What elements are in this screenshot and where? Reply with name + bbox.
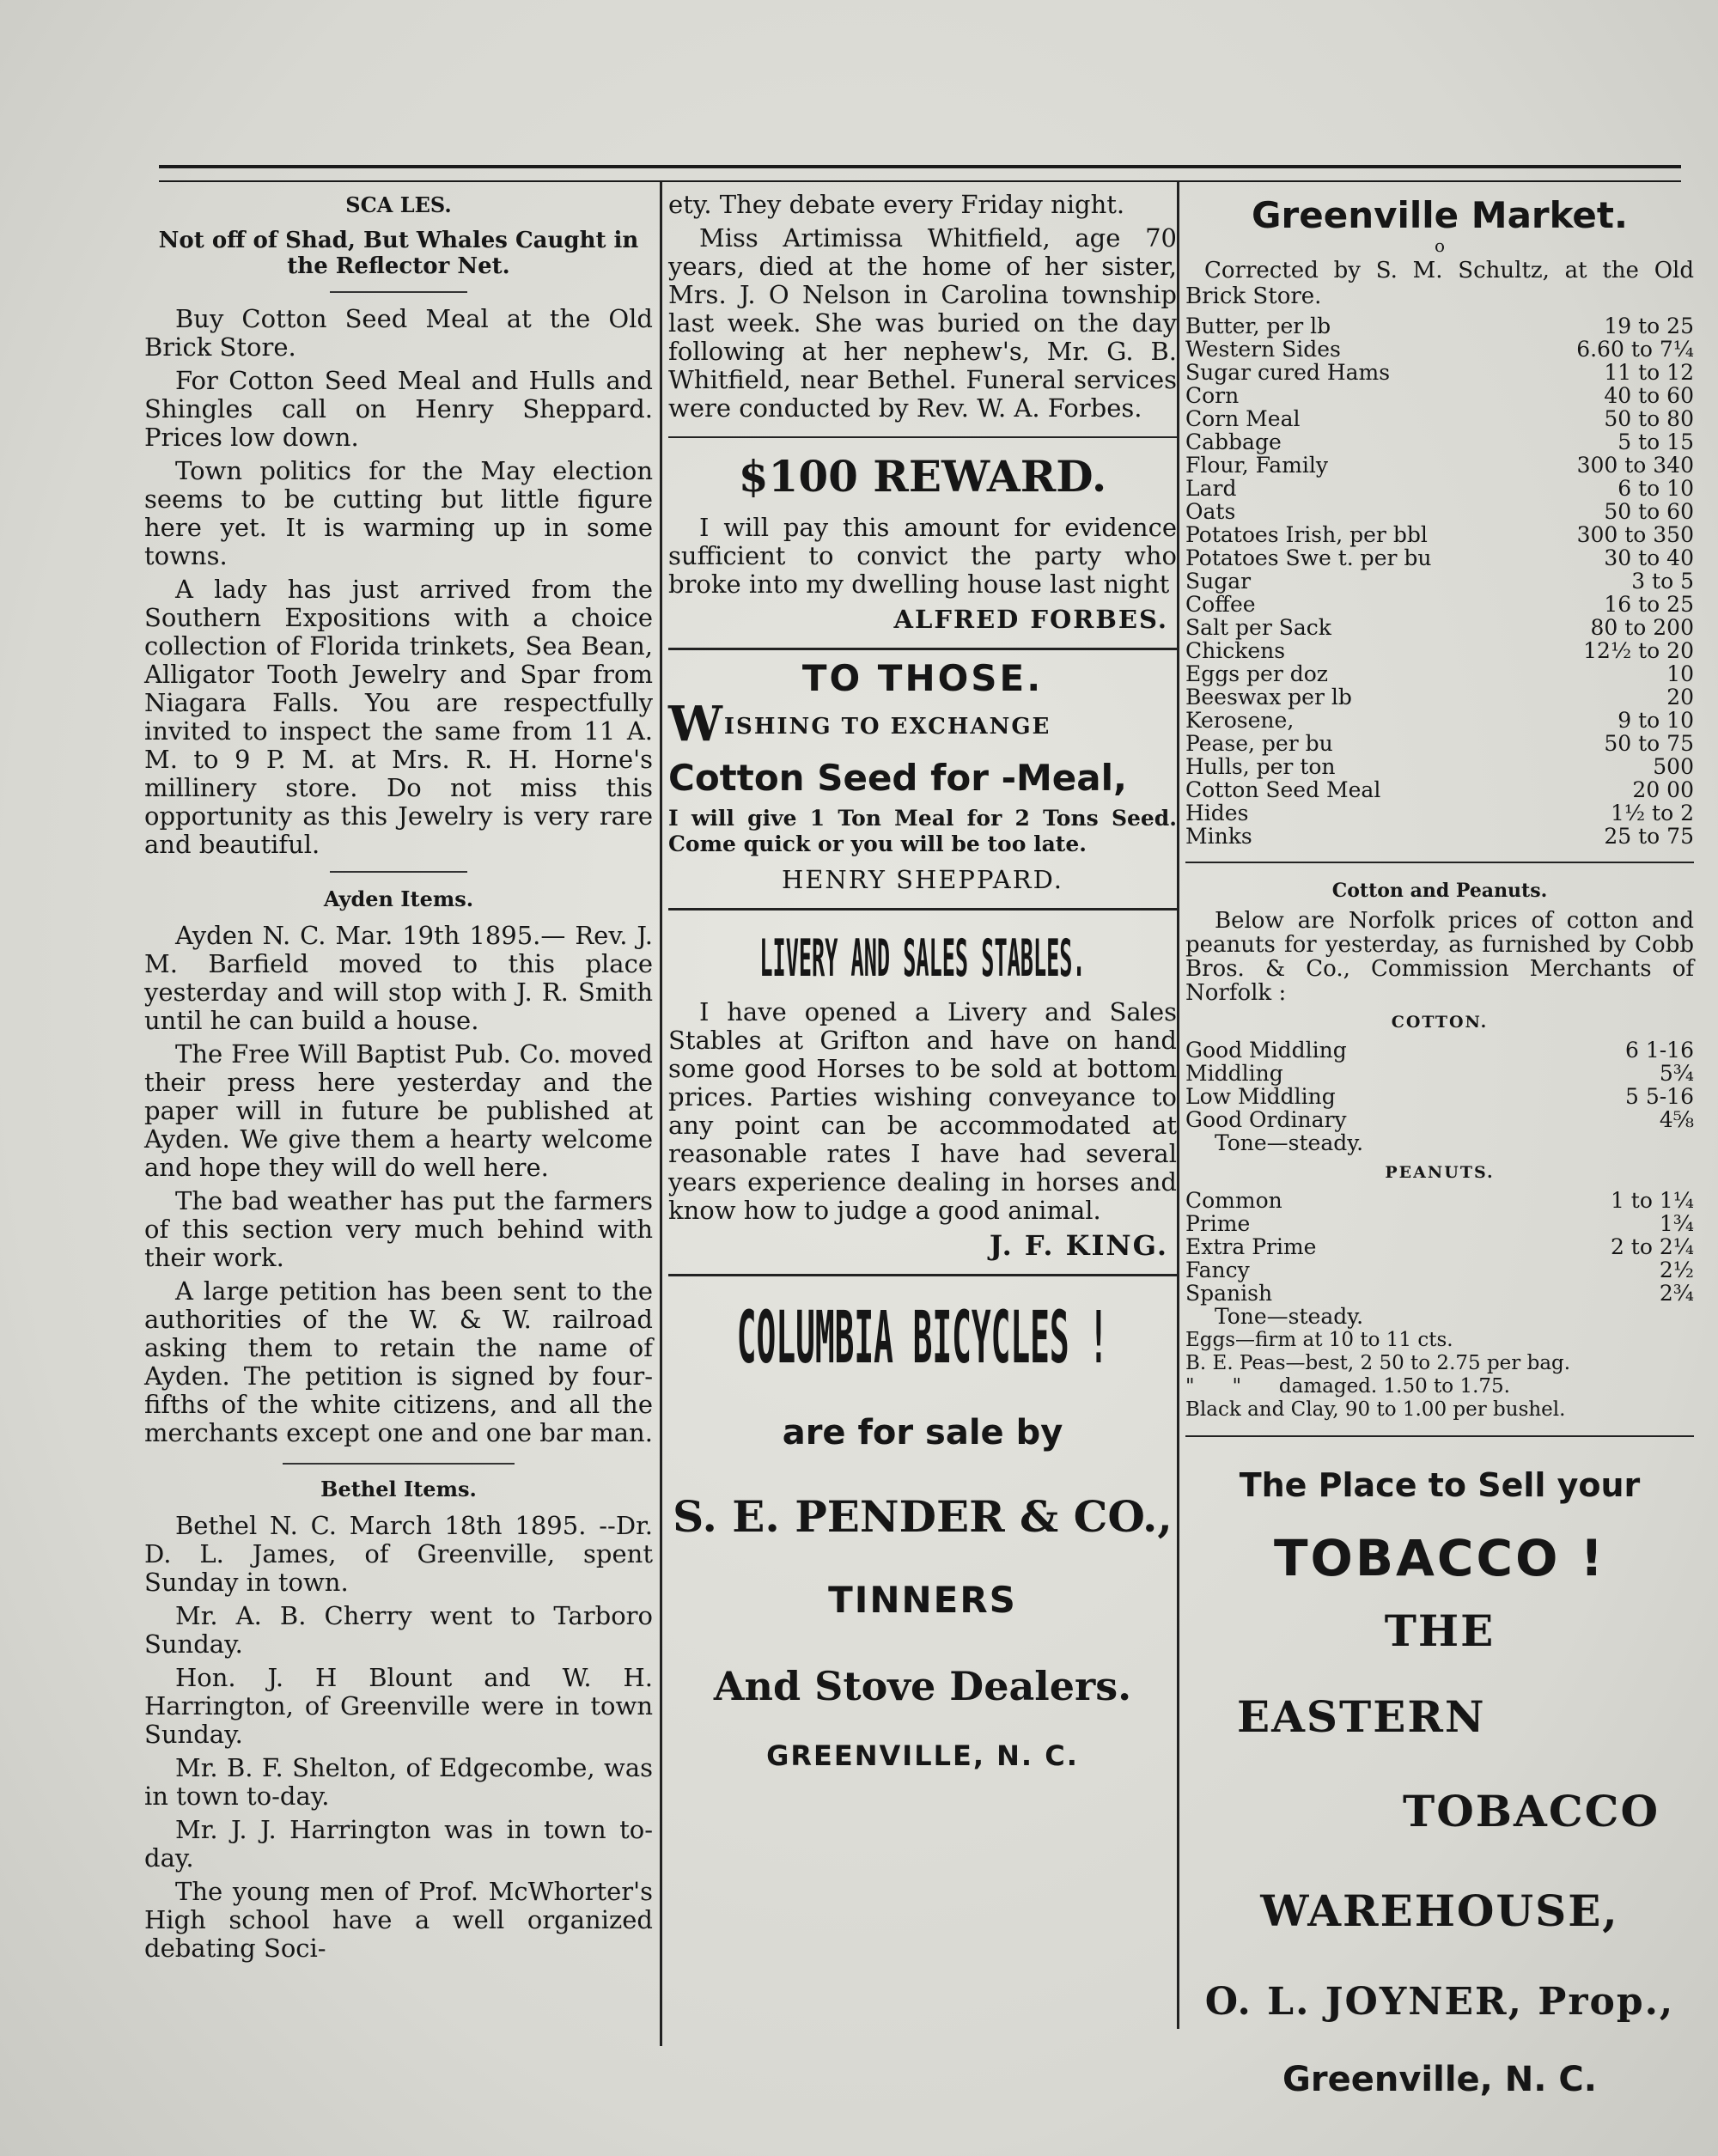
market-heading: Greenville Market. bbox=[1252, 194, 1628, 236]
price-item: Corn bbox=[1185, 383, 1240, 408]
price-row bbox=[1185, 1282, 1694, 1305]
price-row bbox=[1185, 1108, 1694, 1131]
price-value: 2 to 2¼ bbox=[1610, 1234, 1694, 1259]
cotton-peanuts-heading: Cotton and Peanuts. bbox=[1331, 880, 1548, 902]
price-value: 50 to 60 bbox=[1604, 499, 1694, 524]
exchange-subheading-text: ISHING TO EXCHANGE bbox=[723, 714, 1051, 740]
price-value: 500 bbox=[1653, 754, 1694, 779]
price-row bbox=[1185, 1189, 1694, 1212]
column-market bbox=[1185, 191, 1694, 2099]
exchange-terms: I will give 1 Ton Meal for 2 Tons Seed. Come quick or you will be too late. bbox=[668, 806, 1177, 856]
peas-line: B. E. Peas—best, 2 50 to 2.75 per bag. bbox=[1185, 1352, 1571, 1374]
price-item: Fancy bbox=[1185, 1258, 1250, 1282]
cotton-tone: Tone—steady. bbox=[1215, 1130, 1364, 1155]
price-row bbox=[1185, 593, 1694, 616]
price-value: 300 to 350 bbox=[1576, 522, 1694, 547]
tobacco-ad-heading: The Place to Sell your bbox=[1239, 1466, 1641, 1504]
price-value: 6.60 to 7¼ bbox=[1576, 337, 1694, 362]
price-value: 20 00 bbox=[1632, 777, 1694, 802]
price-item: Common bbox=[1185, 1188, 1282, 1213]
obituary: Miss Artimissa Whitfield, age 70 years, died at the home of her sister, Mrs. J. O Nelson in Carolina township last week. She was buried on the day following at her nephew's, Mr. G. B. Whitfield, near Bethel. Funeral services were conducted by Rev. W. A. Forbes. bbox=[668, 223, 1177, 423]
news-item: Mr. B. F. Shelton, of Edgecombe, was in town to-day. bbox=[144, 1753, 653, 1811]
news-item: Town politics for the May election seems to be cutting but little figure here yet. It is warming up in some towns. bbox=[144, 456, 653, 570]
price-item: Extra Prime bbox=[1185, 1234, 1317, 1259]
price-row bbox=[1185, 662, 1694, 685]
livery-text: I have opened a Livery and Sales Stables at Grifton and have on hand some good Horses to be sold at bottom prices. Parties wishing conveyance to any point can be accommodated at reasonable rates I have had several years experience dealing in horses and know how to judge a good animal. bbox=[668, 997, 1177, 1225]
price-item: Pease, per bu bbox=[1185, 731, 1333, 756]
price-item: Corn Meal bbox=[1185, 406, 1301, 431]
price-row bbox=[1185, 523, 1694, 546]
price-item: Middling bbox=[1185, 1061, 1283, 1086]
dealer-trade-2: And Stove Dealers. bbox=[713, 1663, 1132, 1709]
price-value: 4⅝ bbox=[1659, 1107, 1694, 1132]
price-value: 5¾ bbox=[1659, 1061, 1694, 1086]
bethel-heading: Bethel Items. bbox=[320, 1477, 477, 1501]
price-value: 2¾ bbox=[1659, 1281, 1694, 1306]
news-item: Mr. J. J. Harrington was in town to-day. bbox=[144, 1815, 653, 1873]
price-value: 300 to 340 bbox=[1576, 453, 1694, 478]
price-value: 6 to 10 bbox=[1617, 476, 1694, 501]
price-item: Eggs per doz bbox=[1185, 661, 1328, 686]
price-row bbox=[1185, 384, 1694, 407]
price-value: 25 to 75 bbox=[1604, 824, 1694, 849]
price-row bbox=[1185, 709, 1694, 732]
news-item: A large petition has been sent to the authorities of the W. & W. railroad asking them to retain the name of Ayden. The petition is signed by four-fifths of the white citizens, and all the merchants except one and one bar man. bbox=[144, 1276, 653, 1447]
price-value: 6 1-16 bbox=[1624, 1038, 1694, 1063]
news-item: The bad weather has put the farmers of this section very much behind with their work. bbox=[144, 1186, 653, 1272]
price-table bbox=[1185, 314, 1694, 848]
market-ornament: o bbox=[1434, 235, 1446, 256]
tobacco-ad-line: THE bbox=[1384, 1605, 1496, 1656]
columbia-heading: COLUMBIA BICYCLES ! bbox=[736, 1295, 1109, 1379]
price-row bbox=[1185, 825, 1694, 848]
column-advertisements bbox=[668, 191, 1177, 2070]
livery-signature: J. F. KING. bbox=[989, 1229, 1168, 1262]
price-item: Lard bbox=[1185, 476, 1237, 501]
divider bbox=[668, 1274, 1177, 1276]
tobacco-ad-line: TOBACCO bbox=[1403, 1786, 1660, 1836]
divider bbox=[1185, 862, 1694, 863]
ayden-heading: Ayden Items. bbox=[323, 886, 474, 911]
cotton-table bbox=[1185, 1038, 1694, 1131]
news-item-continued: ety. They debate every Friday night. bbox=[668, 190, 1125, 219]
divider bbox=[668, 908, 1177, 911]
price-row bbox=[1185, 801, 1694, 825]
price-item: Coffee bbox=[1185, 592, 1256, 617]
price-row bbox=[1185, 546, 1694, 569]
news-item: Buy Cotton Seed Meal at the Old Brick Store. bbox=[144, 304, 653, 362]
price-row bbox=[1185, 732, 1694, 755]
price-item: Chickens bbox=[1185, 638, 1286, 663]
price-item: Sugar cured Hams bbox=[1185, 360, 1391, 385]
price-row bbox=[1185, 639, 1694, 662]
proprietor-name: O. L. JOYNER, Prop., bbox=[1204, 1980, 1675, 2024]
price-item: Oats bbox=[1185, 499, 1236, 524]
section-subtitle: Not off of Shad, But Whales Caught in the Reflector Net. bbox=[158, 228, 639, 279]
livery-heading: LIVERY AND SALES STABLES. bbox=[759, 929, 1086, 989]
peanuts-label: PEANUTS. bbox=[1385, 1163, 1495, 1182]
price-value: 11 to 12 bbox=[1604, 360, 1694, 385]
peanuts-table bbox=[1185, 1189, 1694, 1305]
eggs-line: Eggs—firm at 10 to 11 cts. bbox=[1185, 1329, 1453, 1351]
news-item: Mr. A. B. Cherry went to Tarboro Sunday. bbox=[144, 1601, 653, 1659]
news-item: For Cotton Seed Meal and Hulls and Shingles call on Henry Sheppard. Prices low down. bbox=[144, 366, 653, 452]
news-item: The Free Will Baptist Pub. Co. moved their press here yesterday and the paper will in future be published at Ayden. We give them a hearty welcome and hope they will do well here. bbox=[144, 1039, 653, 1182]
price-row bbox=[1185, 1038, 1694, 1062]
tobacco-ad-line: EASTERN bbox=[1237, 1691, 1486, 1742]
exchange-heading: TO THOSE. bbox=[801, 657, 1044, 699]
exchange-subheading bbox=[668, 696, 1177, 752]
divider bbox=[330, 291, 467, 293]
peas-line: Black and Clay, 90 to 1.00 per bushel. bbox=[1185, 1398, 1566, 1421]
news-item: A lady has just arrived from the Southern Expositions with a choice collection of Florida trinkets, Sea Bean, Alligator Tooth Jewelry and Spar from Niagara Falls. You are respectfully invited to inspect the same from 11 A. M. to 9 P. M. at Mrs. R. H. Horne's millinery store. Do not miss this opportunity as this Jewelry is very rare and beautiful. bbox=[144, 575, 653, 859]
price-item: Salt per Sack bbox=[1185, 615, 1331, 640]
price-item: Western Sides bbox=[1185, 337, 1341, 362]
cotton-peanuts-intro: Below are Norfolk prices of cotton and peanuts for yesterday, as furnished by Cobb Bros. & Co., Commission Merchants of Norfolk : bbox=[1185, 908, 1694, 1006]
price-row bbox=[1185, 1212, 1694, 1235]
price-value: 10 bbox=[1666, 661, 1694, 686]
price-value: 50 to 75 bbox=[1604, 731, 1694, 756]
price-value: 30 to 40 bbox=[1604, 545, 1694, 570]
price-row bbox=[1185, 755, 1694, 778]
exchange-signature: HENRY SHEPPARD. bbox=[781, 865, 1064, 894]
price-row bbox=[1185, 430, 1694, 454]
reward-heading: $100 REWARD. bbox=[738, 451, 1107, 502]
price-row bbox=[1185, 338, 1694, 361]
price-item: Low Middling bbox=[1185, 1084, 1336, 1109]
dealer-trade: TINNERS bbox=[828, 1579, 1017, 1621]
for-sale-text: are for sale by bbox=[782, 1413, 1063, 1453]
price-value: 2½ bbox=[1659, 1258, 1694, 1282]
tobacco-ad-title: TOBACCO ! bbox=[1273, 1529, 1606, 1587]
news-item: Hon. J. H Blount and W. H. Harrington, of Greenville were in town Sunday. bbox=[144, 1663, 653, 1749]
reward-signature: ALFRED FORBES. bbox=[893, 605, 1168, 634]
price-item: Minks bbox=[1185, 824, 1252, 849]
price-value: 3 to 5 bbox=[1631, 569, 1694, 594]
price-row bbox=[1185, 1062, 1694, 1085]
market-subheading: Corrected by S. M. Schultz, at the Old Brick Store. bbox=[1185, 258, 1694, 309]
news-item: Bethel N. C. March 18th 1895. --Dr. D. L. James, of Greenville, spent Sunday in town. bbox=[144, 1511, 653, 1597]
price-row bbox=[1185, 778, 1694, 801]
column-divider bbox=[1177, 182, 1179, 2029]
price-row bbox=[1185, 454, 1694, 477]
price-value: 12½ to 20 bbox=[1583, 638, 1694, 663]
column-local-news bbox=[144, 191, 653, 2070]
dealer-name: S. E. PENDER & CO., bbox=[673, 1491, 1173, 1542]
price-value: 40 to 60 bbox=[1604, 383, 1694, 408]
price-item: Hides bbox=[1185, 801, 1249, 825]
price-item: Beeswax per lb bbox=[1185, 685, 1352, 710]
price-item: Good Middling bbox=[1185, 1038, 1347, 1063]
peas-line: " " damaged. 1.50 to 1.75. bbox=[1185, 1375, 1510, 1398]
price-row bbox=[1185, 477, 1694, 500]
price-value: 5 to 15 bbox=[1617, 429, 1694, 454]
divider bbox=[668, 648, 1177, 650]
price-item: Hulls, per ton bbox=[1185, 754, 1336, 779]
news-item: Ayden N. C. Mar. 19th 1895.— Rev. J. M. Barfield moved to this place yesterday and will stop with J. R. Smith until he can build a house. bbox=[144, 921, 653, 1035]
price-item: Flour, Family bbox=[1185, 453, 1328, 478]
price-value: 5 5-16 bbox=[1624, 1084, 1694, 1109]
price-item: Butter, per lb bbox=[1185, 314, 1331, 338]
price-item: Spanish bbox=[1185, 1281, 1273, 1306]
divider bbox=[668, 436, 1177, 438]
tobacco-ad-line: WAREHOUSE, bbox=[1260, 1885, 1619, 1936]
price-row bbox=[1185, 685, 1694, 709]
price-item: Potatoes Swe t. per bu bbox=[1185, 545, 1432, 570]
price-item: Potatoes Irish, per bbl bbox=[1185, 522, 1428, 547]
price-row bbox=[1185, 314, 1694, 338]
price-item: Cotton Seed Meal bbox=[1185, 777, 1381, 802]
news-item: The young men of Prof. McWhorter's High school have a well organized debating Soci- bbox=[144, 1877, 653, 1963]
divider bbox=[283, 1463, 515, 1465]
warehouse-city: Greenville, N. C. bbox=[1282, 2060, 1597, 2099]
exchange-title: Cotton Seed for -Meal, bbox=[668, 757, 1127, 799]
price-value: 20 bbox=[1666, 685, 1694, 710]
price-row bbox=[1185, 407, 1694, 430]
price-row bbox=[1185, 1235, 1694, 1258]
reward-text: I will pay this amount for evidence sufficient to convict the party who broke into my dwelling house last night bbox=[668, 513, 1177, 599]
divider bbox=[330, 871, 467, 873]
price-value: 1 to 1¼ bbox=[1610, 1188, 1694, 1213]
divider bbox=[1185, 1435, 1694, 1437]
price-value: 1½ to 2 bbox=[1610, 801, 1694, 825]
price-value: 19 to 25 bbox=[1604, 314, 1694, 338]
price-value: 1¾ bbox=[1659, 1211, 1694, 1236]
masthead-rule bbox=[159, 165, 1681, 182]
price-value: 50 to 80 bbox=[1604, 406, 1694, 431]
price-item: Kerosene, bbox=[1185, 708, 1295, 733]
peanuts-tone: Tone—steady. bbox=[1215, 1304, 1364, 1329]
price-item: Good Ordinary bbox=[1185, 1107, 1347, 1132]
section-title: SCA LES. bbox=[345, 192, 452, 217]
dealer-city: GREENVILLE, N. C. bbox=[766, 1739, 1079, 1772]
price-row bbox=[1185, 1258, 1694, 1282]
price-row bbox=[1185, 500, 1694, 523]
price-row bbox=[1185, 1085, 1694, 1108]
price-value: 9 to 10 bbox=[1617, 708, 1694, 733]
price-row bbox=[1185, 616, 1694, 639]
price-item: Sugar bbox=[1185, 569, 1252, 594]
price-value: 80 to 200 bbox=[1590, 615, 1694, 640]
price-row bbox=[1185, 361, 1694, 384]
price-item: Cabbage bbox=[1185, 429, 1282, 454]
price-item: Prime bbox=[1185, 1211, 1251, 1236]
column-divider bbox=[660, 182, 662, 2046]
price-value: 16 to 25 bbox=[1604, 592, 1694, 617]
drop-cap: W bbox=[668, 696, 724, 752]
price-row bbox=[1185, 569, 1694, 593]
cotton-label: COTTON. bbox=[1391, 1013, 1489, 1032]
